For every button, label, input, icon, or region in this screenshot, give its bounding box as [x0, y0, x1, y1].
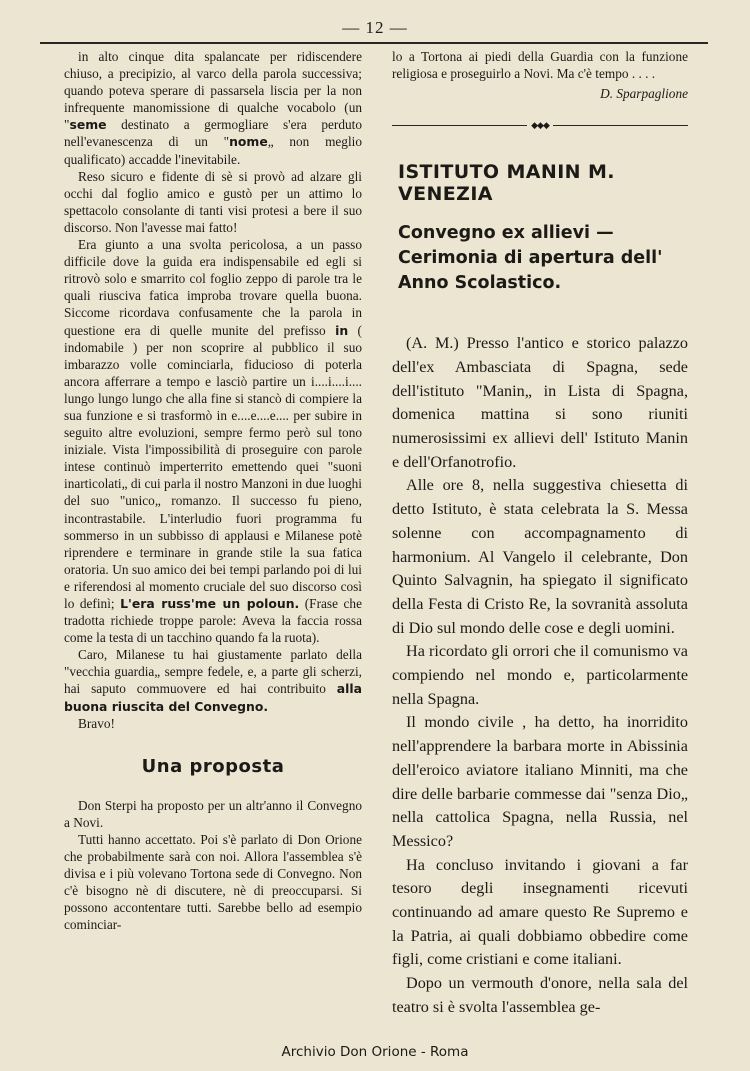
left-column	[64, 48, 362, 934]
bold-run: in	[335, 322, 349, 338]
header-rule	[40, 42, 708, 44]
divider-ornament-icon: ◆◆◆	[531, 120, 549, 131]
bold-run: L'era russ'me un poloun.	[120, 596, 300, 611]
archive-footer: Archivio Don Orione - Roma	[281, 1044, 469, 1060]
proposal-paragraph: Don Sterpi ha proposto per un altr'anno il Convegno a Novi.	[64, 797, 362, 830]
article-paragraph: (A. M.) Presso l'antico e storico palazzo dell'ex Ambasciata di Spagna, sede dell'istituto "Manin„ in Lista di Spagna, domenica mattina si sono riuniti numerosissimi ex allievi dell' Istituto Manin e dell'Orfanotrofio.	[392, 334, 688, 471]
left-article-body	[64, 48, 362, 715]
article-paragraph: Il mondo civile , ha detto, ha inorridito nell'apprendere la barbara morte in Abissinia dell'eroico aviatore italiano Minniti, ma che dire delle barbarie commesse dai "senza Dio„ nella cattolica Spagna, nella Russia, nel Messico?	[392, 713, 688, 850]
bravo-line: Bravo!	[78, 715, 115, 731]
article-paragraph: Caro, Milanese tu hai giustamente parlato della "vecchia guardia„ sempre fedele, e, a parte gli scherzi, hai saputo commuovere ed hai contribuito alla buona riuscita del Convegno.	[64, 647, 362, 714]
bold-run: nome	[229, 134, 268, 150]
article-paragraph: in alto cinque dita spalancate per ridiscendere chiuso, a precipizio, al varco della parola successiva; quando poteva sperare di passarsela liscia per la non infrequente manomissione di qualche vocabolo (un "seme destinato a germogliare s'era perduto nell'evanescenza di un "nome„ non meglio qualificato) accadde l'inevitabile.	[64, 49, 362, 167]
article-paragraph: Ha ricordato gli orrori che il comunismo va compiendo nel mondo e, particolarmente nella Spagna.	[392, 642, 688, 708]
article-paragraph: Reso sicuro e fidente di sè si provò ad alzare gli occhi dal foglio amico e gustò per un attimo lo spettacolo consolante di tanti visi protesi a bere il suo discorso. Non l'avesse mai fatto!	[64, 168, 362, 235]
bold-run: alla buona riuscita del Convegno.	[64, 681, 362, 714]
signature: D. Sparpaglione	[600, 86, 688, 102]
continuation-block	[392, 48, 688, 102]
right-column	[392, 48, 688, 1020]
article-paragraph: Dopo un vermouth d'onore, nella sala del teatro si è svolta l'assemblea ge-	[392, 974, 688, 1016]
article-paragraph: Alle ore 8, nella suggestiva chiesetta di detto Istituto, è stata celebrata la S. Messa solenne con accompagnamento di harmonium. Al Vangelo il celebrante, Don Quinto Salvagnin, ha spiegato il significato della Festa di Cristo Re, la sovranità assoluta di Dio sul mondo delle cose e degli uomini.	[392, 476, 688, 637]
article-title: Convegno ex allievi — Cerimonia di apertura dell' Anno Scolastico.	[398, 223, 663, 294]
right-article-body	[392, 332, 688, 1019]
article-paragraph: Ha concluso invitando i giovani a far tesoro degli insegnamenti ricevuti continuando ad amare questo Re Supremo e la Patria, ai quali dobbiamo obbedire come figli, come cristiani e come italiani.	[392, 855, 688, 969]
section-title: Una proposta	[141, 755, 285, 777]
institute-heading: ISTITUTO MANIN M. VENEZIA	[398, 161, 615, 206]
ornamental-divider	[392, 120, 688, 131]
proposal-paragraph: Tutti hanno accettato. Poi s'è parlato di Don Orione che probabilmente sarà con noi. Allora l'assemblea s'è divisa e i più volevano Tortona sede di Convegno. Non c'è bisogno nè di discutere, nè di preoccuparsi. Si possono accontentare tutti. Sarebbe bello ad esempio cominciar-	[64, 831, 362, 933]
continuation-text: lo a Tortona ai piedi della Guardia con la funzione religiosa e proseguirlo a Novi. Ma c'è tempo . . . .	[392, 49, 688, 82]
bold-run: seme	[69, 117, 107, 133]
article-paragraph: Era giunto a una svolta pericolosa, a un passo difficile dove la guida era indispensabile ed egli si ritrovò solo e smarrito col foglio zeppo di parole tra le quali riusciva fatica improba trovare quella buona. Siccome ricordava confusamente che la parola in questione era di quelle munite del prefisso in ( indomabile ) per non scoprire al pubblico il suo imbarazzo volle cominciarla, fiducioso di poterla ancora afferrare a tempo e lasciò partire un i....i....i.... lungo lungo lungo che alla fine si stancò di compiere la sua funzione e si trasformò in e....e....e.... per subire in seguito altre evoluzioni, sempre fermo però sul tono iniziale. Vista l'impossibilità di proseguire con parole intese continuò imperterrito emettendo quei "suoni inarticolati„ di cui parla il nostro Manzoni in due luoghi del suo "unico„ romanzo. Il successo fu pieno, incontrastabile. L'interludio fuori programma fu sommerso in un subbisso di applausi e Milanese potè riprendere e terminare in grande stile la sua fatica oratoria. Un suo amico dei bei tempi parlando poi di lui e riferendosi al momento cruciale del suo discorso così lo definì; L'era russ'me un poloun. (Frase che tradotta richiede troppe parole: Aveva la faccia rossa come la testa di un tacchino quando fa la ruota).	[64, 237, 362, 646]
proposal-body	[64, 797, 362, 934]
page-number: — 12 —	[342, 18, 408, 37]
